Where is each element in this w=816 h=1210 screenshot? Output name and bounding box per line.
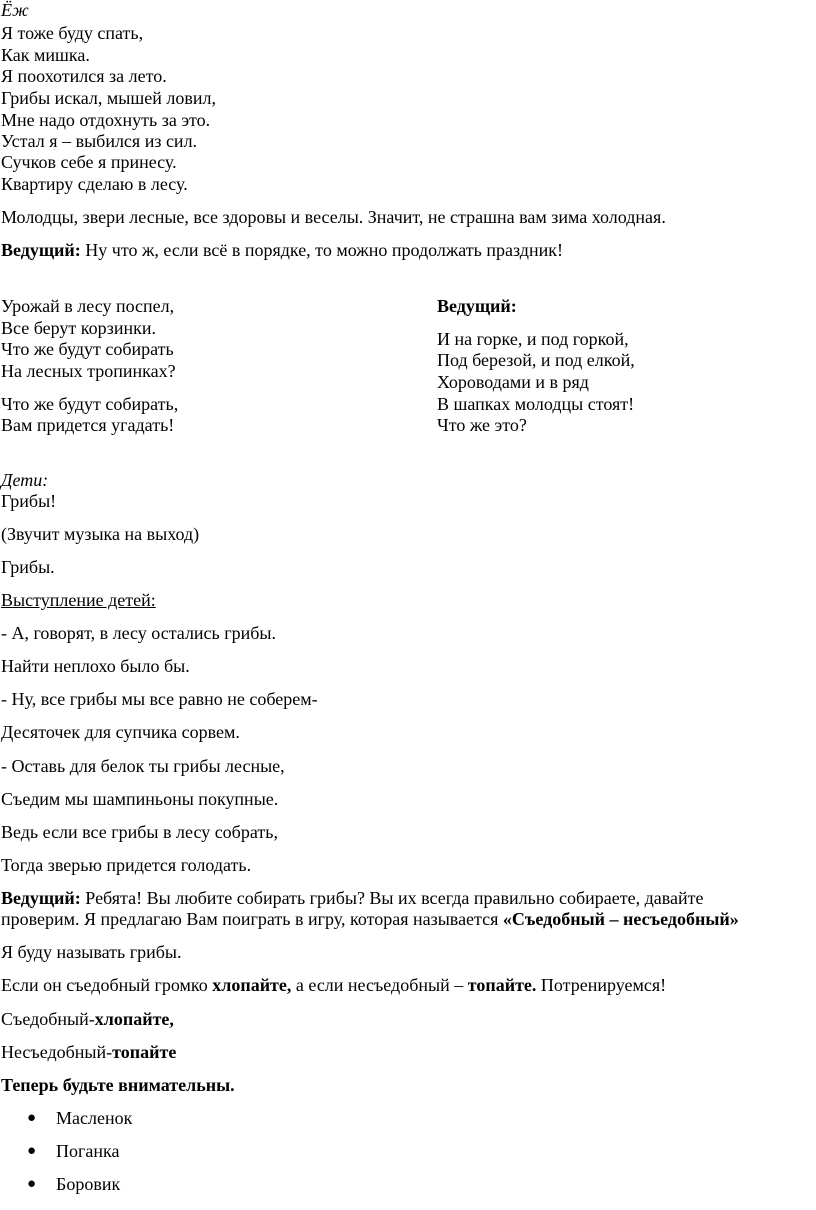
performance-line: Десяточек для супчика сорвем. xyxy=(1,722,240,742)
inedible-line xyxy=(1,1042,176,1063)
bullet-icon: ● xyxy=(27,1143,37,1159)
game-name: «Съедобный – несъедобный» xyxy=(502,909,739,929)
poem-line: Квартиру сделаю в лесу. xyxy=(1,174,188,194)
game-intro-text: Ребята! Вы любите собирать грибы? Вы их всегда правильно собираете, давайте xyxy=(80,888,704,908)
poem-line: Я поохотился за лето. xyxy=(1,66,167,86)
left-poem-line: Вам придется угадать! xyxy=(1,415,175,435)
left-poem-line: Что же будут собирать xyxy=(1,339,174,359)
game-intro-line1 xyxy=(1,888,703,909)
right-poem-line: Хороводами и в ряд xyxy=(437,372,589,392)
list-item: Боровик xyxy=(56,1174,121,1194)
poem-line: Грибы искал, мышей ловил, xyxy=(1,88,216,108)
poem-line: Устал я – выбился из сил. xyxy=(1,131,198,151)
edible-label: Съедобный- xyxy=(1,1009,95,1029)
performance-line: - А, говорят, в лесу остались грибы. xyxy=(1,623,277,643)
left-poem-line: Урожай в лесу поспел, xyxy=(1,296,175,316)
right-poem-line: В шапках молодцы стоят! xyxy=(437,394,635,414)
paragraph-praise: Молодцы, звери лесные, все здоровы и веселы. Значит, не страшна вам зима холодная. xyxy=(1,207,666,227)
right-poem-speaker: Ведущий: xyxy=(437,296,517,316)
game-intro-text: проверим. Я предлагаю Вам поиграть в игру, которая называется xyxy=(1,909,503,929)
attention-line: Теперь будьте внимательны. xyxy=(1,1075,235,1095)
bullet-icon: ● xyxy=(27,1176,37,1192)
left-poem-line: На лесных тропинках? xyxy=(1,361,176,381)
list-item: Масленок xyxy=(56,1108,133,1128)
performance-label: Выступление детей: xyxy=(1,590,156,610)
game-call-out: Я буду называть грибы. xyxy=(1,942,182,962)
left-poem-line: Все берут корзинки. xyxy=(1,318,157,338)
poem-line: Я тоже буду спать, xyxy=(1,23,144,43)
host-label: Ведущий: xyxy=(1,240,81,260)
performance-line: Найти неплохо было бы. xyxy=(1,656,190,676)
stage-direction: (Звучит музыка на выход) xyxy=(1,524,200,544)
paragraph-host xyxy=(1,240,563,261)
poem-line: Сучков себе я принесу. xyxy=(1,152,177,172)
host-label: Ведущий: xyxy=(1,888,81,908)
game-intro-line2 xyxy=(1,909,739,930)
children-label: Дети: xyxy=(1,470,49,490)
performance-line: Ведь если все грибы в лесу собрать, xyxy=(1,822,278,842)
bullet-icon: ● xyxy=(27,1110,37,1126)
rule-text: Если он съедобный громко xyxy=(1,975,213,995)
right-poem-line: Что же это? xyxy=(437,415,527,435)
performance-line: - Оставь для белок ты грибы лесные, xyxy=(1,756,285,776)
game-rules xyxy=(1,975,666,996)
rule-stomp: топайте. xyxy=(467,975,537,995)
poem-line: Как мишка. xyxy=(1,45,90,65)
right-poem-line: И на горке, и под горкой, xyxy=(437,329,629,349)
performance-line: Съедим мы шампиньоны покупные. xyxy=(1,789,279,809)
answer-line: Грибы. xyxy=(1,557,55,577)
performance-line: Тогда зверью придется голодать. xyxy=(1,855,252,875)
speaker-hedgehog: Ёж xyxy=(1,0,29,20)
list-item: Поганка xyxy=(56,1141,120,1161)
host-text: Ну что ж, если всё в порядке, то можно продолжать праздник! xyxy=(80,240,563,260)
rule-clap: хлопайте, xyxy=(212,975,292,995)
rule-text: а если несъедобный – xyxy=(291,975,468,995)
edible-action: хлопайте, xyxy=(94,1009,174,1029)
rule-text: Потренируемся! xyxy=(536,975,667,995)
poem-line: Мне надо отдохнуть за это. xyxy=(1,110,211,130)
answer-line: Грибы! xyxy=(1,491,57,511)
inedible-action: топайте xyxy=(112,1042,177,1062)
left-poem-line: Что же будут собирать, xyxy=(1,394,179,414)
right-poem-line: Под березой, и под елкой, xyxy=(437,350,635,370)
edible-line xyxy=(1,1009,174,1030)
performance-line: - Ну, все грибы мы все равно не соберем- xyxy=(1,689,318,709)
inedible-label: Несъедобный- xyxy=(1,1042,113,1062)
